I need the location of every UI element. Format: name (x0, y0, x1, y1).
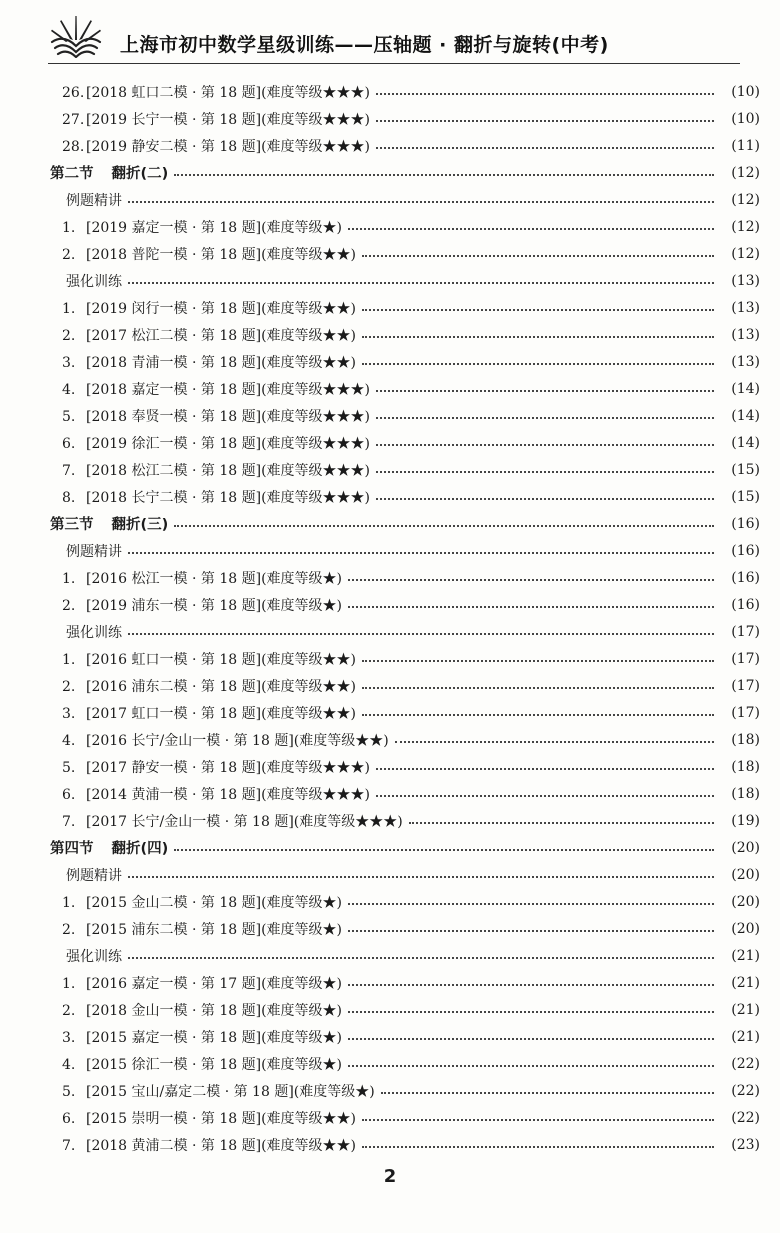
toc-subheading-row (0, 267, 780, 294)
entry-text: [2017 虹口一模 · 第 18 题](难度等级★★) (86, 705, 356, 722)
dot-leader (376, 471, 714, 473)
entry-number: 4. (62, 732, 76, 749)
entry-text: [2016 长宁/金山一模 · 第 18 题](难度等级★★) (86, 732, 389, 749)
entry-number: 1. (62, 894, 76, 911)
entry-number: 1. (62, 570, 76, 587)
toc-subheading-row (0, 861, 780, 888)
toc-entry-row (0, 780, 780, 807)
toc-entry-row (0, 996, 780, 1023)
toc-entry-title (62, 82, 370, 102)
page-reference: (17) (731, 677, 760, 694)
dot-leader (128, 957, 714, 959)
entry-text: 翻折(四) (111, 841, 169, 857)
dot-leader (128, 552, 714, 554)
toc-entry-row (0, 888, 780, 915)
toc-entry-title (62, 784, 370, 804)
page-reference: (16) (731, 515, 760, 532)
dot-leader (174, 525, 714, 527)
page-reference: (14) (731, 407, 760, 424)
dot-leader (376, 120, 714, 122)
toc-entry-row (0, 483, 780, 510)
toc-entry-title (66, 865, 122, 885)
page-reference: (13) (731, 272, 760, 289)
dot-leader (348, 1038, 714, 1040)
toc-entry-row (0, 321, 780, 348)
toc-entry-title (62, 1108, 356, 1128)
toc-subheading-row (0, 186, 780, 213)
header-divider (48, 63, 740, 64)
entry-number: 1. (62, 975, 76, 992)
page-reference: (22) (731, 1055, 760, 1072)
dot-leader (348, 1065, 714, 1067)
toc-entry-row (0, 969, 780, 996)
dot-leader (362, 714, 714, 716)
entry-text: [2019 闵行一模 · 第 18 题](难度等级★★) (86, 300, 356, 317)
entry-number: 2. (62, 678, 76, 695)
toc-entry-title (62, 973, 342, 993)
dot-leader (128, 282, 714, 284)
dot-leader (376, 795, 714, 797)
dot-leader (362, 660, 714, 662)
toc-entry-row (0, 672, 780, 699)
entry-text: [2018 普陀一模 · 第 18 题](难度等级★★) (86, 246, 356, 263)
entry-number: 3. (62, 1029, 76, 1046)
dot-leader (348, 930, 714, 932)
entry-text: [2017 静安一模 · 第 18 题](难度等级★★★) (86, 759, 370, 776)
toc-entry-title (66, 541, 122, 561)
toc-section-row (0, 510, 780, 537)
entry-text: [2016 虹口一模 · 第 18 题](难度等级★★) (86, 651, 356, 668)
toc-entry-title (62, 568, 342, 588)
entry-text: [2015 嘉定一模 · 第 18 题](难度等级★) (86, 1029, 342, 1046)
page-reference: (11) (731, 137, 760, 154)
entry-number: 2. (62, 597, 76, 614)
toc-entry-row (0, 807, 780, 834)
dot-leader (376, 498, 714, 500)
toc-entry-row (0, 591, 780, 618)
entry-number: 8. (62, 489, 76, 506)
page-reference: (20) (731, 920, 760, 937)
dot-leader (348, 228, 714, 230)
entry-number: 4. (62, 381, 76, 398)
entry-text: [2017 长宁/金山一模 · 第 18 题](难度等级★★★) (86, 813, 403, 830)
entry-text: [2019 徐汇一模 · 第 18 题](难度等级★★★) (86, 435, 370, 452)
dot-leader (376, 390, 714, 392)
entry-text: [2018 青浦一模 · 第 18 题](难度等级★★) (86, 354, 356, 371)
toc-entry-title (62, 703, 356, 723)
page-reference: (10) (731, 110, 760, 127)
dot-leader (362, 336, 714, 338)
book-rays-logo-icon (46, 12, 106, 58)
page-reference: (22) (731, 1109, 760, 1126)
toc-entry-row (0, 213, 780, 240)
dot-leader (362, 255, 714, 257)
dot-leader (362, 687, 714, 689)
toc-entry-row (0, 402, 780, 429)
dot-leader (362, 1119, 714, 1121)
toc-entry-title (62, 811, 403, 831)
page-reference: (14) (731, 434, 760, 451)
page-reference: (16) (731, 569, 760, 586)
toc-entry-title (62, 460, 370, 480)
entry-number: 1. (62, 219, 76, 236)
toc-entry-title (62, 298, 356, 318)
page-reference: (13) (731, 353, 760, 370)
toc-entry-row (0, 1077, 780, 1104)
table-of-contents (0, 78, 780, 1158)
toc-entry-title (62, 109, 370, 129)
toc-entry-title (62, 406, 370, 426)
page-reference: (10) (731, 83, 760, 100)
entry-number: 3. (62, 705, 76, 722)
page-reference: (12) (731, 191, 760, 208)
toc-entry-title (62, 1000, 342, 1020)
toc-entry-row (0, 429, 780, 456)
toc-entry-title (66, 946, 122, 966)
entry-number: 28. (62, 138, 85, 155)
page-reference: (13) (731, 299, 760, 316)
toc-subheading-row (0, 537, 780, 564)
toc-entry-row (0, 1131, 780, 1158)
dot-leader (376, 417, 714, 419)
entry-text: [2019 静安二模 · 第 18 题](难度等级★★★) (86, 138, 370, 155)
toc-entry-row (0, 699, 780, 726)
toc-entry-title (62, 919, 342, 939)
toc-entry-title (62, 1135, 356, 1155)
page-reference: (18) (731, 785, 760, 802)
toc-entry-row (0, 105, 780, 132)
toc-entry-title (62, 325, 356, 345)
entry-number: 2. (62, 246, 76, 263)
dot-leader (128, 633, 714, 635)
toc-entry-title (62, 217, 342, 237)
toc-entry-title (66, 271, 122, 291)
entry-text: [2018 长宁二模 · 第 18 题](难度等级★★★) (86, 489, 370, 506)
entry-text: [2018 黄浦二模 · 第 18 题](难度等级★★) (86, 1137, 356, 1154)
page-reference: (20) (731, 866, 760, 883)
page-reference: (17) (731, 704, 760, 721)
toc-entry-row (0, 456, 780, 483)
entry-number: 2. (62, 327, 76, 344)
page-reference: (16) (731, 542, 760, 559)
page-reference: (13) (731, 326, 760, 343)
section-label: 第二节 (50, 166, 94, 182)
entry-text: [2015 金山二模 · 第 18 题](难度等级★) (86, 894, 342, 911)
toc-entry-title (62, 487, 370, 507)
toc-entry-title (62, 892, 342, 912)
entry-text: [2018 松江二模 · 第 18 题](难度等级★★★) (86, 462, 370, 479)
entry-number: 5. (62, 759, 76, 776)
toc-entry-title (66, 190, 122, 210)
dot-leader (409, 822, 714, 824)
entry-text: 例题精讲 (66, 192, 122, 209)
dot-leader (348, 579, 714, 581)
dot-leader (348, 903, 714, 905)
page-reference: (16) (731, 596, 760, 613)
toc-entry-row (0, 645, 780, 672)
entry-number: 6. (62, 1110, 76, 1127)
entry-text: [2016 浦东二模 · 第 18 题](难度等级★★) (86, 678, 356, 695)
toc-entry-row (0, 132, 780, 159)
dot-leader (174, 849, 714, 851)
entry-text: [2019 嘉定一模 · 第 18 题](难度等级★) (86, 219, 342, 236)
entry-text: [2018 奉贤一模 · 第 18 题](难度等级★★★) (86, 408, 370, 425)
page-reference: (12) (731, 164, 760, 181)
entry-text: 翻折(二) (111, 166, 169, 182)
toc-entry-row (0, 753, 780, 780)
entry-number: 27. (62, 111, 85, 128)
toc-entry-row (0, 1023, 780, 1050)
dot-leader (128, 201, 714, 203)
entry-text: 例题精讲 (66, 867, 122, 884)
dot-leader (395, 741, 714, 743)
entry-text: [2017 松江二模 · 第 18 题](难度等级★★) (86, 327, 356, 344)
entry-number: 7. (62, 462, 76, 479)
entry-number: 1. (62, 300, 76, 317)
dot-leader (381, 1092, 714, 1094)
dot-leader (362, 309, 714, 311)
toc-entry-title (50, 162, 168, 183)
dot-leader (348, 984, 714, 986)
toc-entry-title (62, 379, 370, 399)
dot-leader (376, 147, 714, 149)
page-reference: (17) (731, 623, 760, 640)
page-reference: (19) (731, 812, 760, 829)
entry-number: 2. (62, 921, 76, 938)
toc-entry-row (0, 348, 780, 375)
page-reference: (23) (731, 1136, 760, 1153)
page-reference: (20) (731, 893, 760, 910)
entry-number: 7. (62, 1137, 76, 1154)
dot-leader (174, 174, 714, 176)
toc-entry-title (62, 1027, 342, 1047)
toc-entry-title (62, 136, 370, 156)
entry-number: 5. (62, 1083, 76, 1100)
entry-text: 强化训练 (66, 948, 122, 965)
toc-entry-title (62, 757, 370, 777)
page-reference: (18) (731, 731, 760, 748)
dot-leader (376, 768, 714, 770)
toc-entry-title (62, 595, 342, 615)
entry-text: [2014 黄浦一模 · 第 18 题](难度等级★★★) (86, 786, 370, 803)
page-reference: (21) (731, 1028, 760, 1045)
toc-entry-row (0, 240, 780, 267)
toc-entry-row (0, 294, 780, 321)
entry-number: 7. (62, 813, 76, 830)
toc-section-row (0, 834, 780, 861)
entry-text: [2016 嘉定一模 · 第 17 题](难度等级★) (86, 975, 342, 992)
toc-entry-title (50, 513, 168, 534)
toc-section-row (0, 159, 780, 186)
entry-text: [2019 浦东一模 · 第 18 题](难度等级★) (86, 597, 342, 614)
page-reference: (15) (731, 461, 760, 478)
entry-text: [2015 徐汇一模 · 第 18 题](难度等级★) (86, 1056, 342, 1073)
toc-entry-row (0, 375, 780, 402)
page-reference: (22) (731, 1082, 760, 1099)
toc-entry-row (0, 564, 780, 591)
dot-leader (348, 1011, 714, 1013)
entry-number: 26. (62, 84, 85, 101)
toc-entry-title (62, 244, 356, 264)
entry-number: 3. (62, 354, 76, 371)
page-reference: (12) (731, 218, 760, 235)
dot-leader (376, 93, 714, 95)
toc-entry-row (0, 915, 780, 942)
entry-text: [2018 嘉定一模 · 第 18 题](难度等级★★★) (86, 381, 370, 398)
page-reference: (21) (731, 974, 760, 991)
dot-leader (362, 363, 714, 365)
section-label: 第四节 (50, 841, 94, 857)
dot-leader (376, 444, 714, 446)
toc-entry-title (62, 1081, 375, 1101)
page-number: 2 (383, 1166, 397, 1187)
entry-number: 5. (62, 408, 76, 425)
entry-text: [2016 松江一模 · 第 18 题](难度等级★) (86, 570, 342, 587)
entry-text: [2019 长宁一模 · 第 18 题](难度等级★★★) (86, 111, 370, 128)
toc-entry-title (62, 433, 370, 453)
entry-text: [2015 浦东二模 · 第 18 题](难度等级★) (86, 921, 342, 938)
page-reference: (21) (731, 1001, 760, 1018)
entry-text: [2018 金山一模 · 第 18 题](难度等级★) (86, 1002, 342, 1019)
page-reference: (17) (731, 650, 760, 667)
toc-entry-title (62, 676, 356, 696)
header-title: 上海市初中数学星级训练——压轴题 · 翻折与旋转(中考) (120, 34, 609, 56)
toc-subheading-row (0, 942, 780, 969)
toc-entry-title (62, 730, 389, 750)
entry-number: 2. (62, 1002, 76, 1019)
dot-leader (348, 606, 714, 608)
entry-text: 翻折(三) (111, 517, 169, 533)
entry-number: 6. (62, 435, 76, 452)
toc-entry-row (0, 726, 780, 753)
toc-entry-title (66, 622, 122, 642)
page-reference: (12) (731, 245, 760, 262)
page-reference: (21) (731, 947, 760, 964)
toc-entry-title (62, 649, 356, 669)
dot-leader (128, 876, 714, 878)
toc-entry-row (0, 78, 780, 105)
entry-number: 6. (62, 786, 76, 803)
entry-text: [2018 虹口二模 · 第 18 题](难度等级★★★) (86, 84, 370, 101)
toc-entry-title (62, 1054, 342, 1074)
entry-text: [2015 宝山/嘉定二模 · 第 18 题](难度等级★) (86, 1083, 375, 1100)
section-label: 第三节 (50, 517, 94, 533)
page-reference: (14) (731, 380, 760, 397)
toc-subheading-row (0, 618, 780, 645)
page-reference: (20) (731, 839, 760, 856)
toc-entry-title (62, 352, 356, 372)
entry-number: 4. (62, 1056, 76, 1073)
entry-text: 强化训练 (66, 273, 122, 290)
entry-text: [2015 崇明一模 · 第 18 题](难度等级★★) (86, 1110, 356, 1127)
toc-entry-title (50, 837, 168, 858)
page-header (0, 0, 780, 72)
toc-entry-row (0, 1104, 780, 1131)
page-reference: (18) (731, 758, 760, 775)
entry-text: 例题精讲 (66, 543, 122, 560)
page-reference: (15) (731, 488, 760, 505)
toc-entry-row (0, 1050, 780, 1077)
dot-leader (362, 1146, 714, 1148)
entry-number: 1. (62, 651, 76, 668)
entry-text: 强化训练 (66, 624, 122, 641)
